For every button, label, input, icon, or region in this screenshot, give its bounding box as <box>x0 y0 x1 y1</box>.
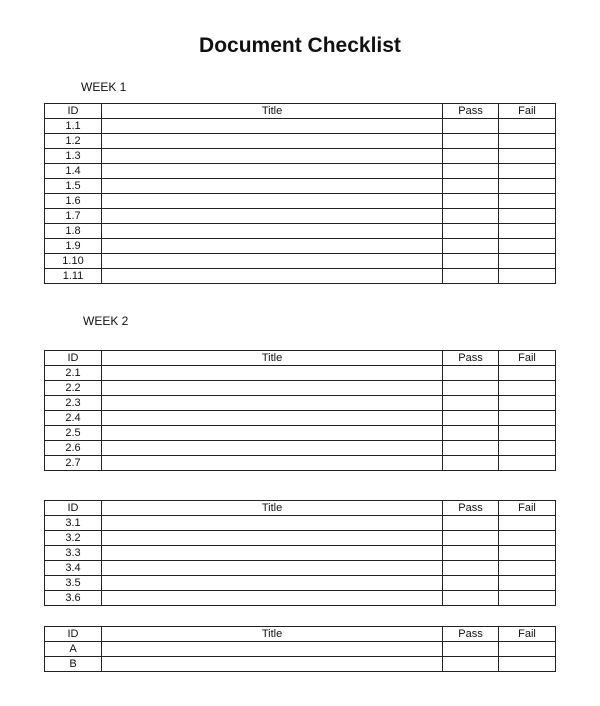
row-id: 1.7 <box>45 209 102 224</box>
row-fail-cell[interactable] <box>499 149 556 164</box>
table-row <box>45 561 556 576</box>
table-header-row <box>45 627 556 642</box>
row-fail-cell[interactable] <box>499 366 556 381</box>
row-id: 1.11 <box>45 269 102 284</box>
row-pass-cell[interactable] <box>443 456 499 471</box>
row-pass-cell[interactable] <box>443 546 499 561</box>
table-row <box>45 591 556 606</box>
row-fail-cell[interactable] <box>499 179 556 194</box>
table-row <box>45 239 556 254</box>
row-title-cell[interactable] <box>102 179 443 194</box>
row-title-cell[interactable] <box>102 531 443 546</box>
row-fail-cell[interactable] <box>499 381 556 396</box>
table-row <box>45 209 556 224</box>
row-fail-cell[interactable] <box>499 591 556 606</box>
row-id: 3.1 <box>45 516 102 531</box>
pass-column-header: Pass <box>443 501 499 516</box>
row-pass-cell[interactable] <box>443 411 499 426</box>
row-title-cell[interactable] <box>102 657 443 672</box>
table-row <box>45 426 556 441</box>
row-id: A <box>45 642 102 657</box>
row-pass-cell[interactable] <box>443 194 499 209</box>
row-id: 2.7 <box>45 456 102 471</box>
row-fail-cell[interactable] <box>499 561 556 576</box>
row-pass-cell[interactable] <box>443 591 499 606</box>
row-id: 2.1 <box>45 366 102 381</box>
row-pass-cell[interactable] <box>443 396 499 411</box>
row-title-cell[interactable] <box>102 591 443 606</box>
row-title-cell[interactable] <box>102 396 443 411</box>
title-column-header: Title <box>102 104 443 119</box>
row-fail-cell[interactable] <box>499 224 556 239</box>
table-row <box>45 381 556 396</box>
checklist-table-3 <box>44 500 556 606</box>
table-row <box>45 441 556 456</box>
table-row <box>45 224 556 239</box>
week-1-label: WEEK 1 <box>81 80 127 94</box>
table-row <box>45 179 556 194</box>
row-title-cell[interactable] <box>102 441 443 456</box>
row-fail-cell[interactable] <box>499 441 556 456</box>
table-row <box>45 366 556 381</box>
table-header-row <box>45 351 556 366</box>
table-row <box>45 164 556 179</box>
row-pass-cell[interactable] <box>443 576 499 591</box>
row-pass-cell[interactable] <box>443 561 499 576</box>
table-row <box>45 516 556 531</box>
row-fail-cell[interactable] <box>499 209 556 224</box>
table-row <box>45 546 556 561</box>
row-fail-cell[interactable] <box>499 642 556 657</box>
row-pass-cell[interactable] <box>443 224 499 239</box>
row-fail-cell[interactable] <box>499 164 556 179</box>
row-title-cell[interactable] <box>102 164 443 179</box>
row-fail-cell[interactable] <box>499 239 556 254</box>
row-pass-cell[interactable] <box>443 657 499 672</box>
row-id: 1.9 <box>45 239 102 254</box>
row-title-cell[interactable] <box>102 119 443 134</box>
title-column-header: Title <box>102 501 443 516</box>
row-fail-cell[interactable] <box>499 516 556 531</box>
row-fail-cell[interactable] <box>499 531 556 546</box>
table-row <box>45 657 556 672</box>
row-fail-cell[interactable] <box>499 426 556 441</box>
row-id: 1.2 <box>45 134 102 149</box>
row-title-cell[interactable] <box>102 149 443 164</box>
row-title-cell[interactable] <box>102 209 443 224</box>
table-row <box>45 119 556 134</box>
row-pass-cell[interactable] <box>443 149 499 164</box>
row-fail-cell[interactable] <box>499 194 556 209</box>
row-id: 1.4 <box>45 164 102 179</box>
row-id: 1.3 <box>45 149 102 164</box>
row-pass-cell[interactable] <box>443 516 499 531</box>
id-column-header: ID <box>45 627 102 642</box>
row-title-cell[interactable] <box>102 194 443 209</box>
row-id: 3.2 <box>45 531 102 546</box>
row-title-cell[interactable] <box>102 642 443 657</box>
title-column-header: Title <box>102 627 443 642</box>
row-fail-cell[interactable] <box>499 657 556 672</box>
row-fail-cell[interactable] <box>499 546 556 561</box>
fail-column-header: Fail <box>499 501 556 516</box>
row-fail-cell[interactable] <box>499 396 556 411</box>
checklist-table-week-1 <box>44 103 556 284</box>
row-fail-cell[interactable] <box>499 576 556 591</box>
checklist-table-4 <box>44 626 556 672</box>
row-title-cell[interactable] <box>102 134 443 149</box>
row-pass-cell[interactable] <box>443 381 499 396</box>
row-title-cell[interactable] <box>102 516 443 531</box>
row-fail-cell[interactable] <box>499 411 556 426</box>
row-pass-cell[interactable] <box>443 254 499 269</box>
week-2-label: WEEK 2 <box>83 314 129 328</box>
table-row <box>45 576 556 591</box>
pass-column-header: Pass <box>443 627 499 642</box>
row-title-cell[interactable] <box>102 576 443 591</box>
row-id: 2.3 <box>45 396 102 411</box>
row-title-cell[interactable] <box>102 366 443 381</box>
row-fail-cell[interactable] <box>499 269 556 284</box>
checklist-table-week-2 <box>44 350 556 471</box>
row-fail-cell[interactable] <box>499 134 556 149</box>
row-pass-cell[interactable] <box>443 179 499 194</box>
fail-column-header: Fail <box>499 627 556 642</box>
fail-column-header: Fail <box>499 351 556 366</box>
id-column-header: ID <box>45 501 102 516</box>
row-title-cell[interactable] <box>102 561 443 576</box>
row-pass-cell[interactable] <box>443 642 499 657</box>
row-id: 1.6 <box>45 194 102 209</box>
row-id: 2.2 <box>45 381 102 396</box>
row-title-cell[interactable] <box>102 224 443 239</box>
row-pass-cell[interactable] <box>443 269 499 284</box>
row-id: 2.6 <box>45 441 102 456</box>
row-title-cell[interactable] <box>102 239 443 254</box>
row-id: 2.4 <box>45 411 102 426</box>
row-id: B <box>45 657 102 672</box>
table-header-row <box>45 104 556 119</box>
row-title-cell[interactable] <box>102 269 443 284</box>
row-fail-cell[interactable] <box>499 119 556 134</box>
id-column-header: ID <box>45 351 102 366</box>
id-column-header: ID <box>45 104 102 119</box>
row-id: 1.1 <box>45 119 102 134</box>
row-pass-cell[interactable] <box>443 531 499 546</box>
table-row <box>45 396 556 411</box>
table-row <box>45 254 556 269</box>
fail-column-header: Fail <box>499 104 556 119</box>
pass-column-header: Pass <box>443 351 499 366</box>
row-pass-cell[interactable] <box>443 164 499 179</box>
pass-column-header: Pass <box>443 104 499 119</box>
row-id: 1.8 <box>45 224 102 239</box>
table-row <box>45 194 556 209</box>
document-title: Document Checklist <box>199 34 401 57</box>
row-id: 3.5 <box>45 576 102 591</box>
table-row <box>45 149 556 164</box>
row-pass-cell[interactable] <box>443 441 499 456</box>
table-row <box>45 269 556 284</box>
row-pass-cell[interactable] <box>443 366 499 381</box>
row-title-cell[interactable] <box>102 411 443 426</box>
table-row <box>45 411 556 426</box>
table-header-row <box>45 501 556 516</box>
row-pass-cell[interactable] <box>443 134 499 149</box>
row-pass-cell[interactable] <box>443 239 499 254</box>
row-title-cell[interactable] <box>102 456 443 471</box>
row-title-cell[interactable] <box>102 381 443 396</box>
row-id: 3.3 <box>45 546 102 561</box>
title-column-header: Title <box>102 351 443 366</box>
row-id: 2.5 <box>45 426 102 441</box>
row-pass-cell[interactable] <box>443 426 499 441</box>
row-pass-cell[interactable] <box>443 209 499 224</box>
row-pass-cell[interactable] <box>443 119 499 134</box>
table-row <box>45 456 556 471</box>
row-id: 3.6 <box>45 591 102 606</box>
row-id: 1.5 <box>45 179 102 194</box>
row-fail-cell[interactable] <box>499 456 556 471</box>
row-title-cell[interactable] <box>102 546 443 561</box>
table-row <box>45 531 556 546</box>
row-id: 3.4 <box>45 561 102 576</box>
row-title-cell[interactable] <box>102 254 443 269</box>
row-id: 1.10 <box>45 254 102 269</box>
table-row <box>45 642 556 657</box>
row-fail-cell[interactable] <box>499 254 556 269</box>
table-row <box>45 134 556 149</box>
row-title-cell[interactable] <box>102 426 443 441</box>
